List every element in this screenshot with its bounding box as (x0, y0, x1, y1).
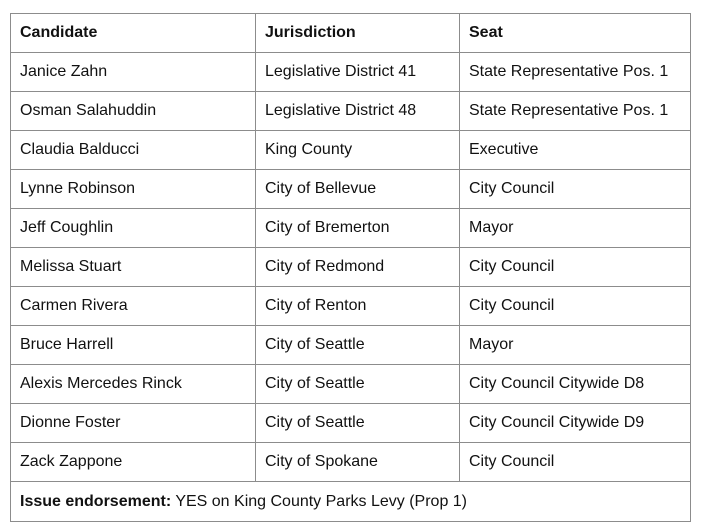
candidate-cell: Carmen Rivera (11, 287, 256, 326)
table-row (11, 365, 691, 404)
seat-cell: City Council Citywide D9 (460, 404, 691, 443)
jurisdiction-cell: City of Seattle (256, 326, 460, 365)
issue-endorsement-cell (11, 482, 691, 522)
issue-endorsement-row (11, 482, 691, 522)
table-row (11, 326, 691, 365)
table-row (11, 404, 691, 443)
candidate-cell: Osman Salahuddin (11, 92, 256, 131)
issue-endorsement-text: YES on King County Parks Levy (Prop 1) (171, 492, 468, 510)
candidate-cell: Lynne Robinson (11, 170, 256, 209)
table-row (11, 443, 691, 482)
column-header-candidate: Candidate (11, 14, 256, 53)
jurisdiction-cell: City of Bremerton (256, 209, 460, 248)
candidate-cell: Bruce Harrell (11, 326, 256, 365)
jurisdiction-cell: City of Bellevue (256, 170, 460, 209)
endorsement-table (10, 13, 691, 522)
jurisdiction-cell: Legislative District 48 (256, 92, 460, 131)
seat-cell: State Representative Pos. 1 (460, 92, 691, 131)
candidate-cell: Zack Zappone (11, 443, 256, 482)
table-row (11, 92, 691, 131)
candidate-cell: Alexis Mercedes Rinck (11, 365, 256, 404)
jurisdiction-cell: City of Seattle (256, 404, 460, 443)
seat-cell: Mayor (460, 209, 691, 248)
jurisdiction-cell: City of Renton (256, 287, 460, 326)
jurisdiction-cell: City of Seattle (256, 365, 460, 404)
seat-cell: State Representative Pos. 1 (460, 53, 691, 92)
seat-cell: City Council (460, 170, 691, 209)
seat-cell: City Council (460, 248, 691, 287)
jurisdiction-cell: King County (256, 131, 460, 170)
seat-cell: City Council (460, 287, 691, 326)
candidate-cell: Jeff Coughlin (11, 209, 256, 248)
seat-cell: Executive (460, 131, 691, 170)
table-row (11, 131, 691, 170)
table-row (11, 170, 691, 209)
candidate-cell: Dionne Foster (11, 404, 256, 443)
table-row (11, 53, 691, 92)
jurisdiction-cell: City of Redmond (256, 248, 460, 287)
jurisdiction-cell: City of Spokane (256, 443, 460, 482)
table-row (11, 248, 691, 287)
table-row (11, 209, 691, 248)
candidate-cell: Claudia Balducci (11, 131, 256, 170)
seat-cell: City Council Citywide D8 (460, 365, 691, 404)
seat-cell: Mayor (460, 326, 691, 365)
table-row (11, 287, 691, 326)
column-header-jurisdiction: Jurisdiction (256, 14, 460, 53)
seat-cell: City Council (460, 443, 691, 482)
issue-endorsement-label: Issue endorsement: (20, 492, 172, 510)
jurisdiction-cell: Legislative District 41 (256, 53, 460, 92)
column-header-seat: Seat (460, 14, 691, 53)
table-header-row (11, 14, 691, 53)
candidate-cell: Janice Zahn (11, 53, 256, 92)
candidate-cell: Melissa Stuart (11, 248, 256, 287)
